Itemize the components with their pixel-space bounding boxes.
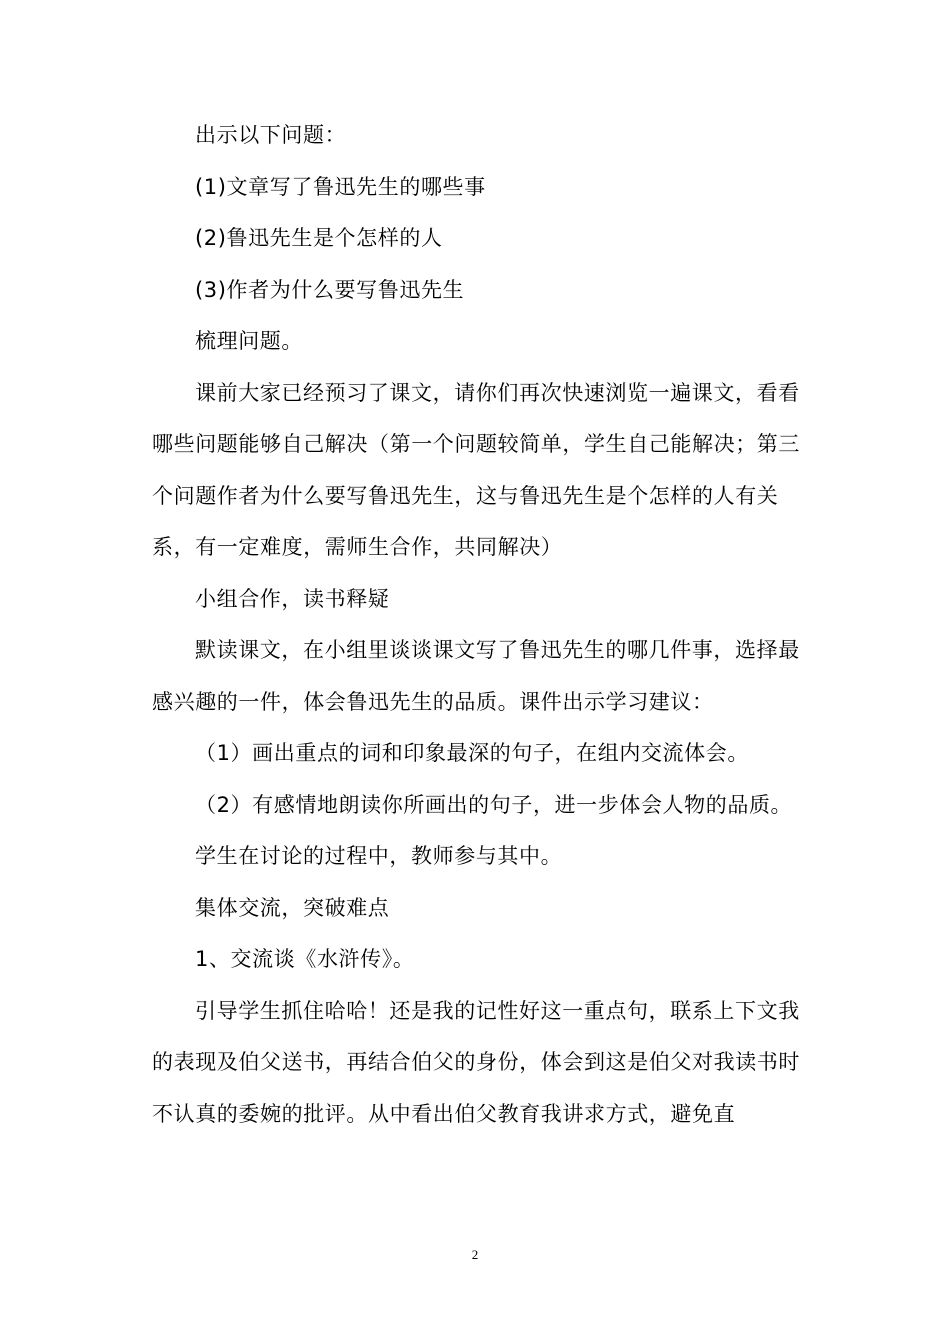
paragraph: 引导学生抓住哈哈！还是我的记性好这一重点句，联系上下文我的表现及伯父送书，再结合伯父的身份，体会到这是伯父对我读书时不认真的委婉的批评。从中看出伯父教育我讲求方式，避免直 — [152, 998, 800, 1126]
paragraph: 集体交流，突破难点 — [195, 895, 390, 920]
paragraph: (2)鲁迅先生是个怎样的人 — [195, 226, 443, 250]
document-body — [152, 110, 802, 1140]
paragraph: 课前大家已经预习了课文，请你们再次快速浏览一遍课文，看看哪些问题能够自己解决（第一个问题较简单，学生自己能解决；第三个问题作者为什么要写鲁迅先生，这与鲁迅先生是个怎样的人有关系，有一定难度，需师生合作，共同解决） — [152, 380, 800, 559]
paragraph: （1）画出重点的词和印象最深的句子，在组内交流体会。 — [195, 741, 749, 765]
paragraph: 1、交流谈《水浒传》。 — [195, 947, 415, 971]
paragraph: 小组合作，读书释疑 — [195, 586, 390, 611]
paragraph: (3)作者为什么要写鲁迅先生 — [195, 277, 465, 302]
page-number: 2 — [471, 1247, 479, 1262]
paragraph: (1)文章写了鲁迅先生的哪些事 — [195, 174, 486, 199]
paragraph: 默读课文，在小组里谈谈课文写了鲁迅先生的哪几件事，选择最感兴趣的一件，体会鲁迅先生的品质。课件出示学习建议： — [152, 638, 800, 714]
paragraph: 出示以下问题： — [195, 123, 347, 147]
paragraph: 学生在讨论的过程中，教师参与其中。 — [195, 844, 563, 868]
paragraph: （2）有感情地朗读你所画出的句子，进一步体会人物的品质。 — [195, 792, 793, 817]
paragraph: 梳理问题。 — [195, 329, 303, 353]
